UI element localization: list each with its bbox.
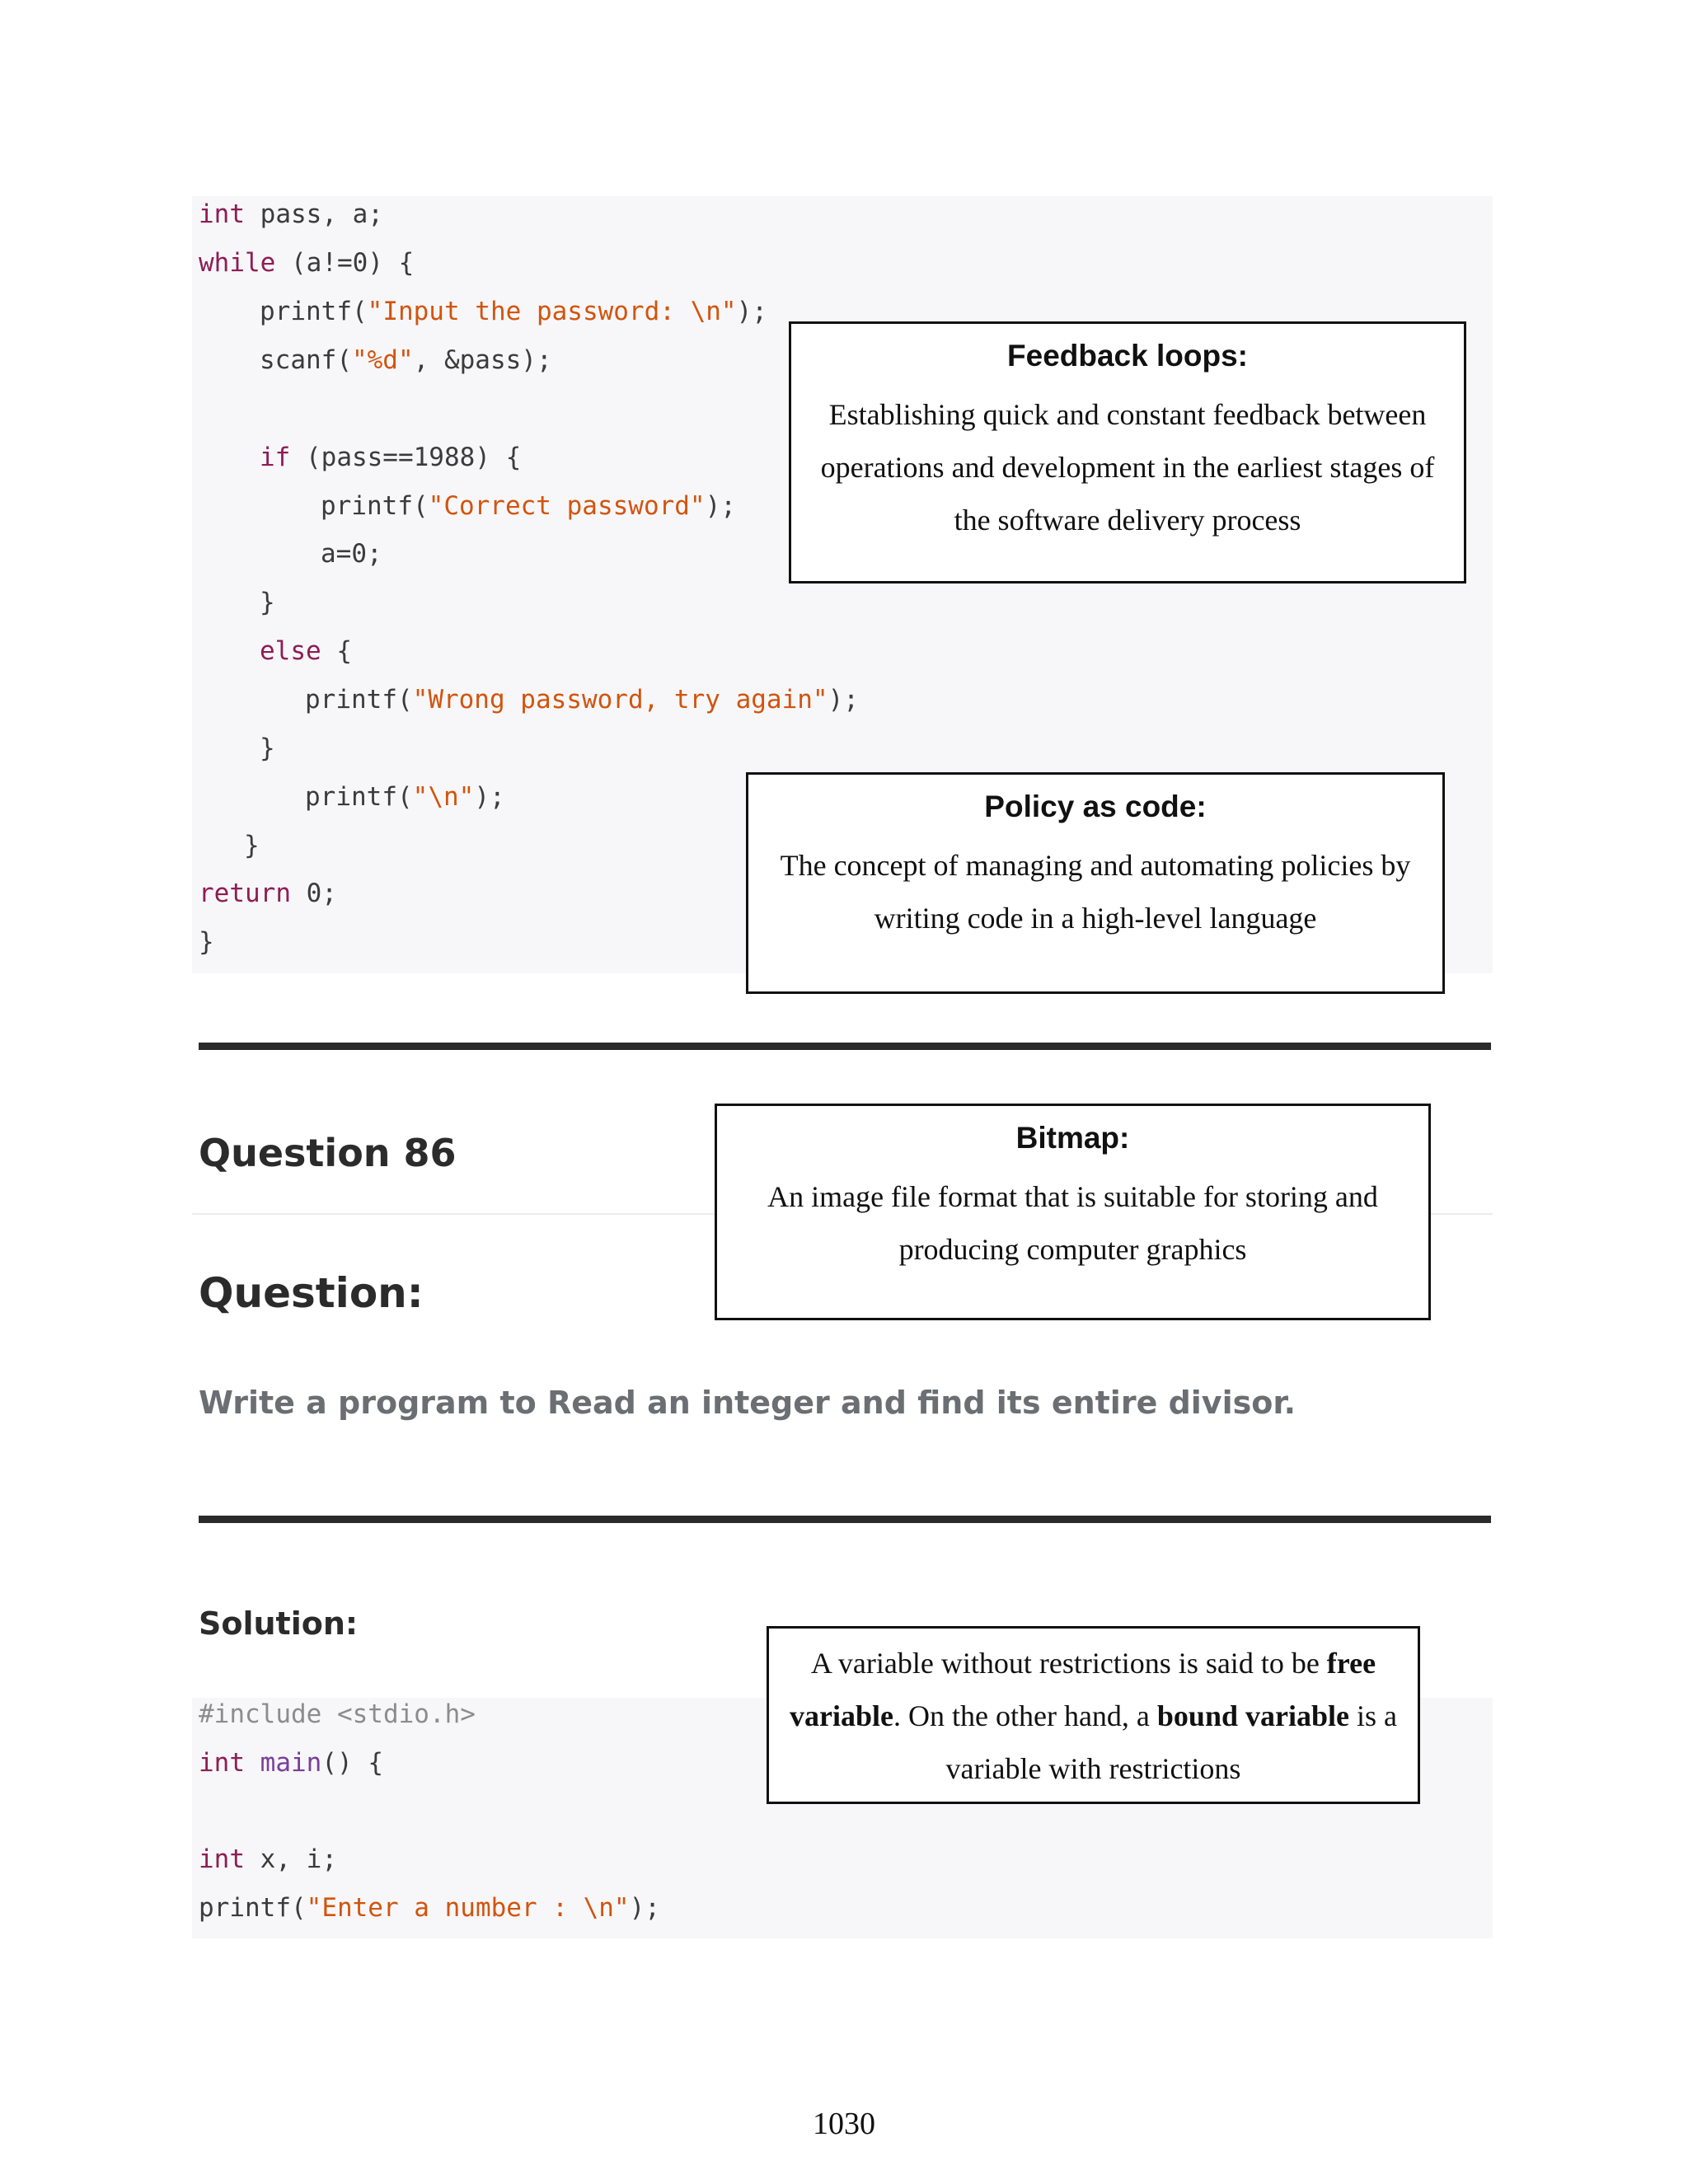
code-line: printf("\n"); <box>305 782 505 812</box>
definition-title: Bitmap: <box>1015 1121 1130 1155</box>
code-line: printf("Wrong password, try again"); <box>305 685 859 715</box>
solution-label: Solution: <box>199 1605 359 1642</box>
code-line: else { <box>260 636 352 666</box>
code-line: printf("Correct password"); <box>321 491 736 521</box>
code-line: int x, i; <box>199 1844 337 1874</box>
code-line: } <box>199 927 214 957</box>
code-line: int pass, a; <box>199 199 383 229</box>
definition-text: An image file format that is suitable for storing and producing computer graphics <box>767 1180 1378 1266</box>
code-line: printf("Input the password: \n"); <box>260 297 767 326</box>
question-number-heading: Question 86 <box>199 1131 457 1175</box>
question-prompt: Write a program to Read an integer and find its entire divisor. <box>199 1385 1296 1421</box>
definition-title: Policy as code: <box>984 790 1207 823</box>
section-divider <box>199 1516 1491 1523</box>
code-line: printf("Enter a number : \n"); <box>199 1893 660 1923</box>
code-line: if (pass==1988) { <box>260 443 522 472</box>
question-label: Question: <box>199 1269 424 1317</box>
code-line: while (a!=0) { <box>199 248 415 278</box>
definition-text: A variable without restrictions is said to be free variable. On the other hand, a bound variable is a variable with restrictions <box>790 1647 1397 1785</box>
code-line: scanf("%d", &pass); <box>260 345 552 375</box>
code-line: } <box>260 588 275 617</box>
definition-box-feedback-loops <box>789 321 1466 583</box>
definition-box-policy-as-code <box>746 772 1445 994</box>
definition-text: Establishing quick and constant feedback between operations and development in the earliest stages of the software delivery process <box>820 398 1435 537</box>
code-line: #include <stdio.h> <box>199 1699 476 1729</box>
definition-text: The concept of managing and automating policies by writing code in a high-level language <box>780 849 1411 935</box>
code-line: return 0; <box>199 879 337 908</box>
code-line: } <box>244 831 260 860</box>
code-line: a=0; <box>321 539 382 569</box>
code-line: int main() { <box>199 1748 383 1778</box>
definition-title: Feedback loops: <box>1007 339 1248 373</box>
definition-box-bitmap <box>715 1104 1431 1320</box>
code-line: } <box>260 733 275 763</box>
definition-box-free-bound-variable <box>767 1626 1420 1804</box>
section-divider <box>199 1043 1491 1050</box>
page-number: 1030 <box>813 2107 875 2141</box>
